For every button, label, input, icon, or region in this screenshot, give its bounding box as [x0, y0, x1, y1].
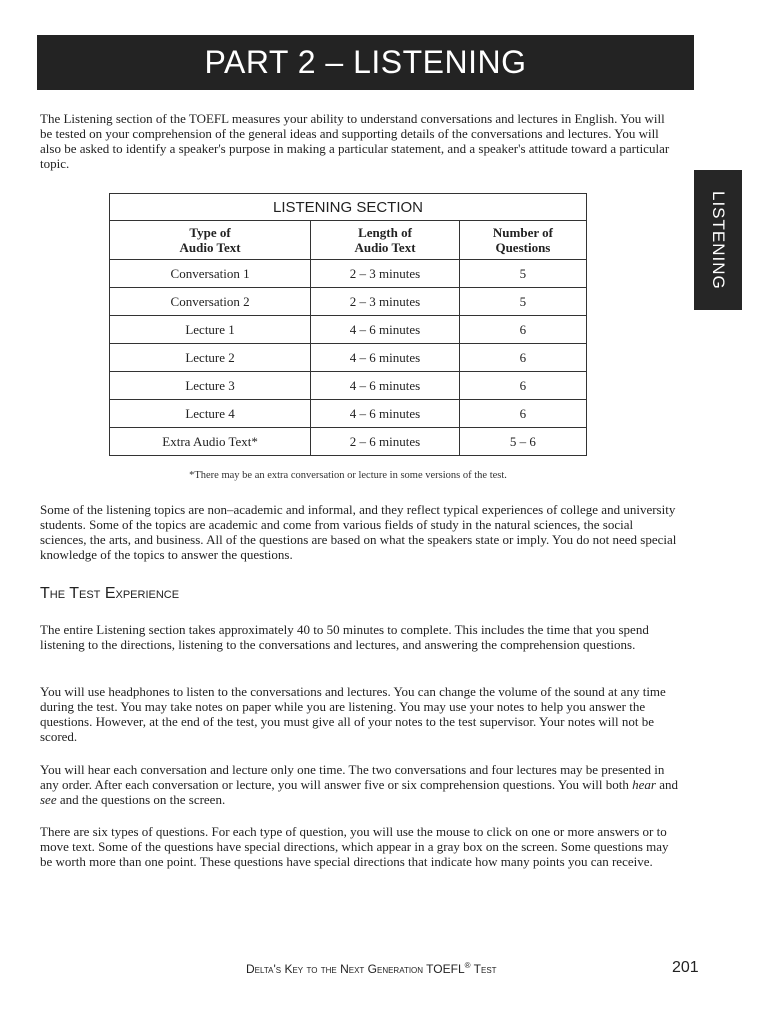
page-title: PART 2 – LISTENING: [204, 44, 527, 80]
table-row: Lecture 3 4 – 6 minutes 6: [110, 372, 587, 400]
column-header-length: Length of Audio Text: [311, 221, 460, 260]
intro-paragraph: The Listening section of the TOEFL measures your ability to understand conversations and lectures in English. You will be tested on your comprehension of the general ideas and supporting details of the conversations and lectures. You will also be asked to identify a speaker's purpose in making a particular statement, and a speaker's attitude toward a particular topic.: [40, 111, 670, 171]
hear-once-paragraph: You will hear each conversation and lecture only one time. The two conversations and four lectures may be presented in any order. After each conversation or lecture, you will answer five or six comprehension questions. You will both hear and see and the questions on the screen.: [40, 762, 678, 807]
page-number: 201: [672, 959, 699, 976]
question-types-paragraph: There are six types of questions. For each type of question, you will use the mouse to click on one or more answers or to move text. Some of the questions have special directions, which appear in a gray box on the screen. Some questions may be worth more than one point. These questions have special directions that indicate how many points you can receive.: [40, 824, 669, 869]
table-row: Lecture 2 4 – 6 minutes 6: [110, 344, 587, 372]
side-tab-label: LISTENING: [709, 190, 728, 290]
table-row: Conversation 2 2 – 3 minutes 5: [110, 288, 587, 316]
section-heading: The Test Experience: [40, 585, 180, 602]
headphones-paragraph: You will use headphones to listen to the conversations and lectures. You can change the volume of the sound at any time during the test. You may take notes on paper while you are listening. You may use your notes to help you answer the questions. However, at the end of the test, you must give all of your notes to the test supervisor. Your notes will not be scored.: [40, 684, 666, 744]
column-header-type: Type of Audio Text: [110, 221, 311, 260]
test-duration-paragraph: The entire Listening section takes approximately 40 to 50 minutes to complete. This includes the time that you spend listening to the directions, listening to the conversations and lectures, and answering the comprehension questions.: [40, 622, 649, 652]
table-row: Extra Audio Text* 2 – 6 minutes 5 – 6: [110, 428, 587, 456]
table-caption: LISTENING SECTION: [110, 194, 587, 221]
topics-paragraph: Some of the listening topics are non–academic and informal, and they reflect typical experiences of college and university students. Some of the topics are academic and come from various fields of study in the natural sciences, the social sciences, the arts, and business. All of the questions are based on what the speakers state or imply. You do not need special knowledge of the topics to answer the questions.: [40, 502, 677, 562]
table-footnote: *There may be an extra conversation or lecture in some versions of the test.: [189, 470, 507, 481]
column-header-questions: Number of Questions: [459, 221, 586, 260]
page-title-bar: [37, 35, 694, 90]
table-row: Lecture 1 4 – 6 minutes 6: [110, 316, 587, 344]
table-row: Conversation 1 2 – 3 minutes 5: [110, 260, 587, 288]
running-footer: Delta's Key to the Next Generation TOEFL® Test: [246, 961, 497, 976]
listening-section-table: [109, 193, 587, 456]
section-side-tab: [694, 170, 742, 310]
table-row: Lecture 4 4 – 6 minutes 6: [110, 400, 587, 428]
